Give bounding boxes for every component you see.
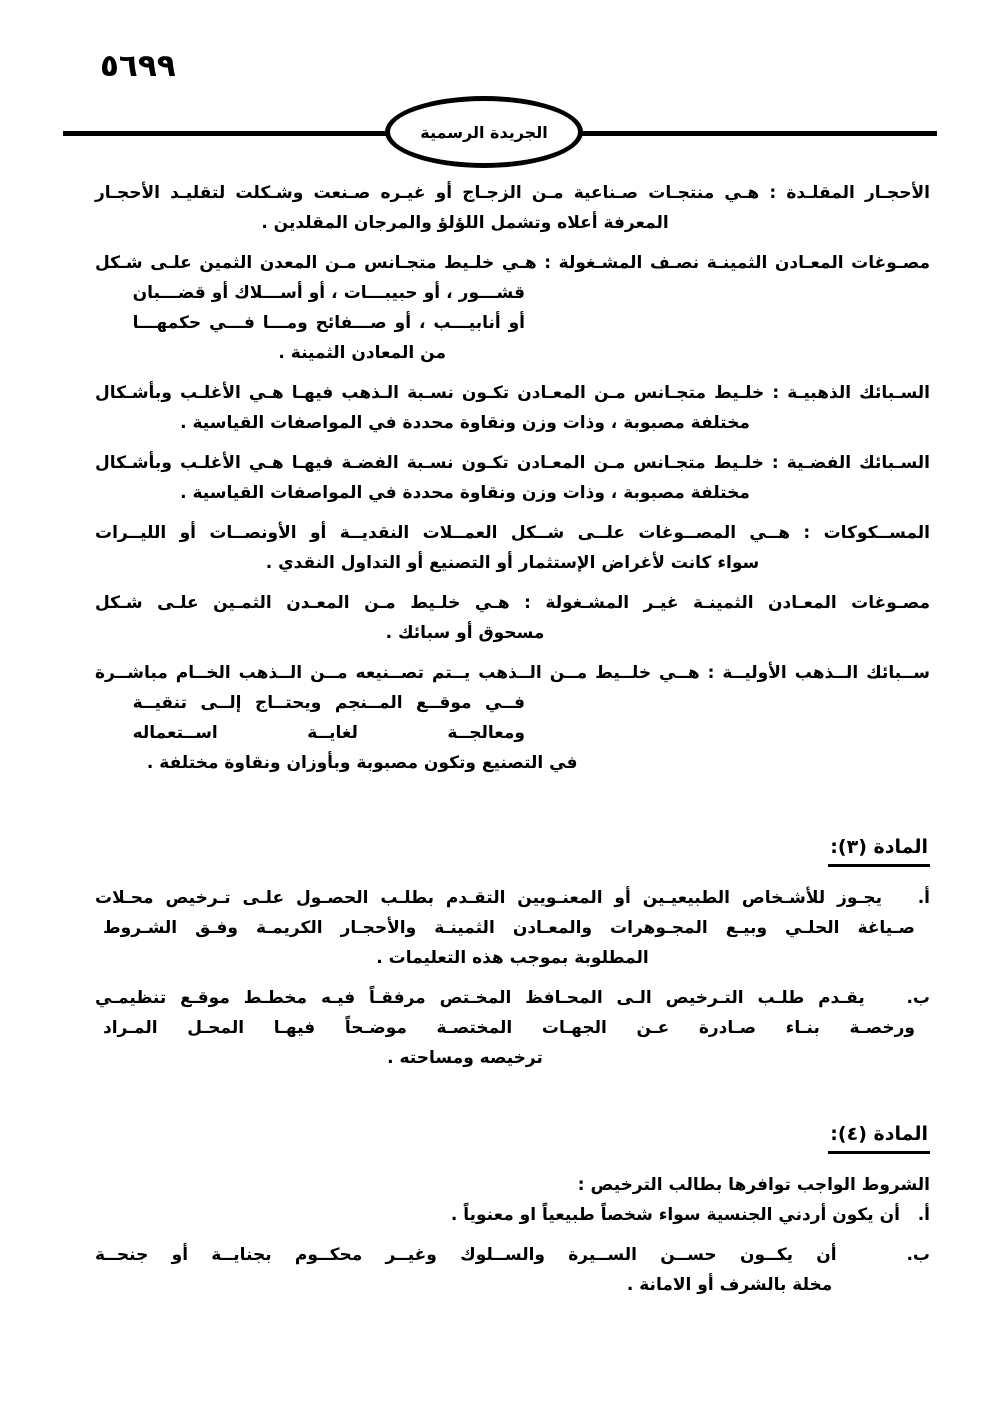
text-line: مخلة بالشرف أو الامانة . xyxy=(626,1275,833,1295)
item-marker: أ. xyxy=(917,1205,930,1225)
item-text: يجـوز للأشـخاص الطبيعيـين أو المعنـويين التقـدم بطلـب الحصـول علـى تـرخيص محـلات xyxy=(95,888,882,908)
text-line: أو أنابيـــب ، أو صـــفائح ومـــا فـــي حكمهـــا xyxy=(132,313,525,333)
definition-paragraph xyxy=(95,658,930,778)
item-marker: ب. xyxy=(906,1245,930,1265)
item-line xyxy=(95,1200,930,1230)
text-line: السـبائك الذهبيـة : خلـيط متجـانس مـن المعـادن تكـون نسـبة الـذهب فيهـا هـي الأغلـب وبأشـكال xyxy=(95,383,930,403)
item-text: يقـدم طلـب التـرخيص الـى المحـافظ المخـتص مرفقـاً فيـه مخطـط موقـع تنظيمـي xyxy=(95,988,865,1008)
article-heading-row xyxy=(95,832,930,867)
text-line: مصـوغات المعـادن الثمينـة نصـف المشـغولة : هـي خلـيط متجـانس مـن المعدن الثمين علـى شـكل xyxy=(95,253,930,273)
definition-paragraph xyxy=(95,588,930,648)
text-line: المطلوبة بموجب هذه التعليمات . xyxy=(376,948,649,968)
definition-paragraph xyxy=(95,178,930,238)
item-line xyxy=(95,883,930,913)
article-section xyxy=(95,1119,930,1300)
text-line: مصـوغات المعـادن الثمينـة غيـر المشـغولة : هـي خلـيط مـن المعـدن الثمـين علـى شـكل xyxy=(95,593,930,613)
text-line: ترخيصه ومساحته . xyxy=(387,1048,543,1068)
item-line xyxy=(95,983,930,1013)
item-marker: ب. xyxy=(906,988,930,1008)
text-line: ورخصـة بنـاء صـادرة عـن الجهـات المختصـة موضـحاً فيهـا المحـل المـراد xyxy=(103,1018,915,1038)
text-line: قشـــور ، أو حبيبـــات ، أو أســـلاك أو قضـــبان xyxy=(132,283,525,303)
item-line xyxy=(95,1240,930,1270)
gazette-title: الجريدة الرسمية xyxy=(420,122,548,142)
text-line: المســكوكات : هــي المصــوغات علــى شــكل العمــلات النقديــة أو الأونصــات أو الليــرات xyxy=(95,523,930,543)
article-item xyxy=(95,883,930,973)
article-heading: المادة (٣): xyxy=(828,832,930,867)
text-line: فــي موقــع المــنجم ويحتــاج إلــى تنقيــة ومعالجــة لغايــة اســتعماله xyxy=(132,693,525,743)
articles-section xyxy=(95,832,930,1300)
article-heading: المادة (٤): xyxy=(828,1119,930,1154)
definition-paragraph xyxy=(95,378,930,438)
text-line: من المعادن الثمينة . xyxy=(278,343,446,363)
article-item xyxy=(95,983,930,1073)
text-line: المعرفة أعلاه وتشمل اللؤلؤ والمرجان المقلدين . xyxy=(261,213,669,233)
item-text: أن يكون أردني الجنسية سواء شخصاً طبيعياً او معنوياً . xyxy=(450,1205,900,1225)
text-line: مسحوق أو سبائك . xyxy=(385,623,545,643)
document-body xyxy=(95,178,930,1310)
item-text: أن يكــون حســن الســيرة والســلوك وغيــر محكــوم بجنايــة أو جنحــة xyxy=(95,1245,837,1265)
text-line: سواء كانت لأغراض الإستثمار أو التصنيع أو التداول النقدي . xyxy=(265,553,760,573)
text-line: السـبائك الفضـية : خلـيط متجـانس مـن المعـادن تكـون نسـبة الفضـة فيهـا هـي الأغلـب وبأشـكال xyxy=(95,453,930,473)
definition-paragraph xyxy=(95,518,930,578)
definitions-section xyxy=(95,178,930,778)
text-line: مختلفة مصبوبة ، وذات وزن ونقاوة محددة في المواصفات القياسية . xyxy=(180,413,750,433)
text-line: صـياغة الحلـي وبيـع المجـوهرات والمعـادن الثمينـة والأحجـار الكريمـة وفـق الشـروط xyxy=(103,918,915,938)
definition-paragraph xyxy=(95,248,930,368)
article-heading-row xyxy=(95,1119,930,1154)
article-item xyxy=(95,1240,930,1300)
page-number: ٥٦٩٩ xyxy=(100,48,176,84)
article-item xyxy=(95,1200,930,1230)
text-line: في التصنيع وتكون مصبوبة وبأوزان ونقاوة مختلفة . xyxy=(146,753,578,773)
text-line: مختلفة مصبوبة ، وذات وزن ونقاوة محددة في المواصفات القياسية . xyxy=(180,483,750,503)
text-line: ســبائك الــذهب الأوليــة : هــي خلــيط مــن الــذهب يــتم تصــنيعه مــن الــذهب الخــام مباشــرة xyxy=(95,663,930,683)
article-intro: الشروط الواجب توافرها بطالب الترخيص : xyxy=(577,1175,930,1195)
gazette-oval xyxy=(385,96,583,168)
item-marker: أ. xyxy=(917,888,930,908)
text-line: الأحجـار المقلـدة : هـي منتجـات صـناعية مـن الزجـاج أو غيـره صـنعت وشـكلت لتقليـد الأحجـار xyxy=(95,183,930,203)
article-section xyxy=(95,832,930,1073)
definition-paragraph xyxy=(95,448,930,508)
